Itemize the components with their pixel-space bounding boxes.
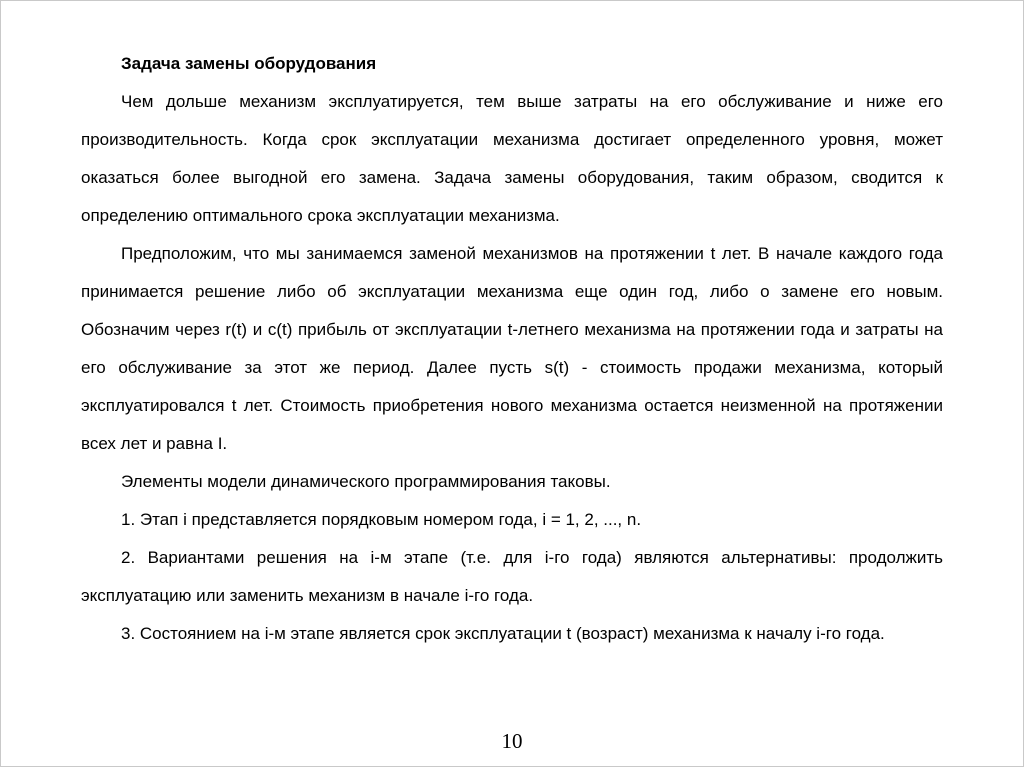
page-number: 10 [501,729,523,753]
document-content [81,45,943,653]
paragraph-assumptions: Предположим, что мы занимаемся заменой механизмов на протяжении t лет. В начале каждого года принимается решение либо об эксплуатации механизма еще один год, либо о замене его новым. Обозначим через r(t) и c(t) прибыль от эксплуатации t-летнего механизма на протяжении года и затраты на его обслуживание за этот же период. Далее пусть s(t) - стоимость продажи механизма, который эксплуатировался t лет. Стоимость приобретения нового механизма остается неизменной на протяжении всех лет и равна I. [81,244,943,453]
list-item-state: 3. Состоянием на i-м этапе является срок эксплуатации t (возраст) механизма к началу i-го года. [121,624,885,643]
list-item-alternatives: 2. Вариантами решения на i-м этапе (т.е. для i-го года) являются альтернативы: продолжить эксплуатацию или заменить механизм в начале i-го года. [81,548,943,605]
list-item-stage: 1. Этап i представляется порядковым номером года, i = 1, 2, ..., n. [121,510,642,529]
paragraph-model-elements: Элементы модели динамического программирования таковы. [121,472,611,491]
section-heading: Задача замены оборудования [121,54,377,73]
paragraph-intro: Чем дольше механизм эксплуатируется, тем выше затраты на его обслуживание и ниже его производительность. Когда срок эксплуатации механизма достигает определенного уровня, может оказаться более выгодной его замена. Задача замены оборудования, таким образом, сводится к определению оптимального срока эксплуатации механизма. [81,92,943,225]
